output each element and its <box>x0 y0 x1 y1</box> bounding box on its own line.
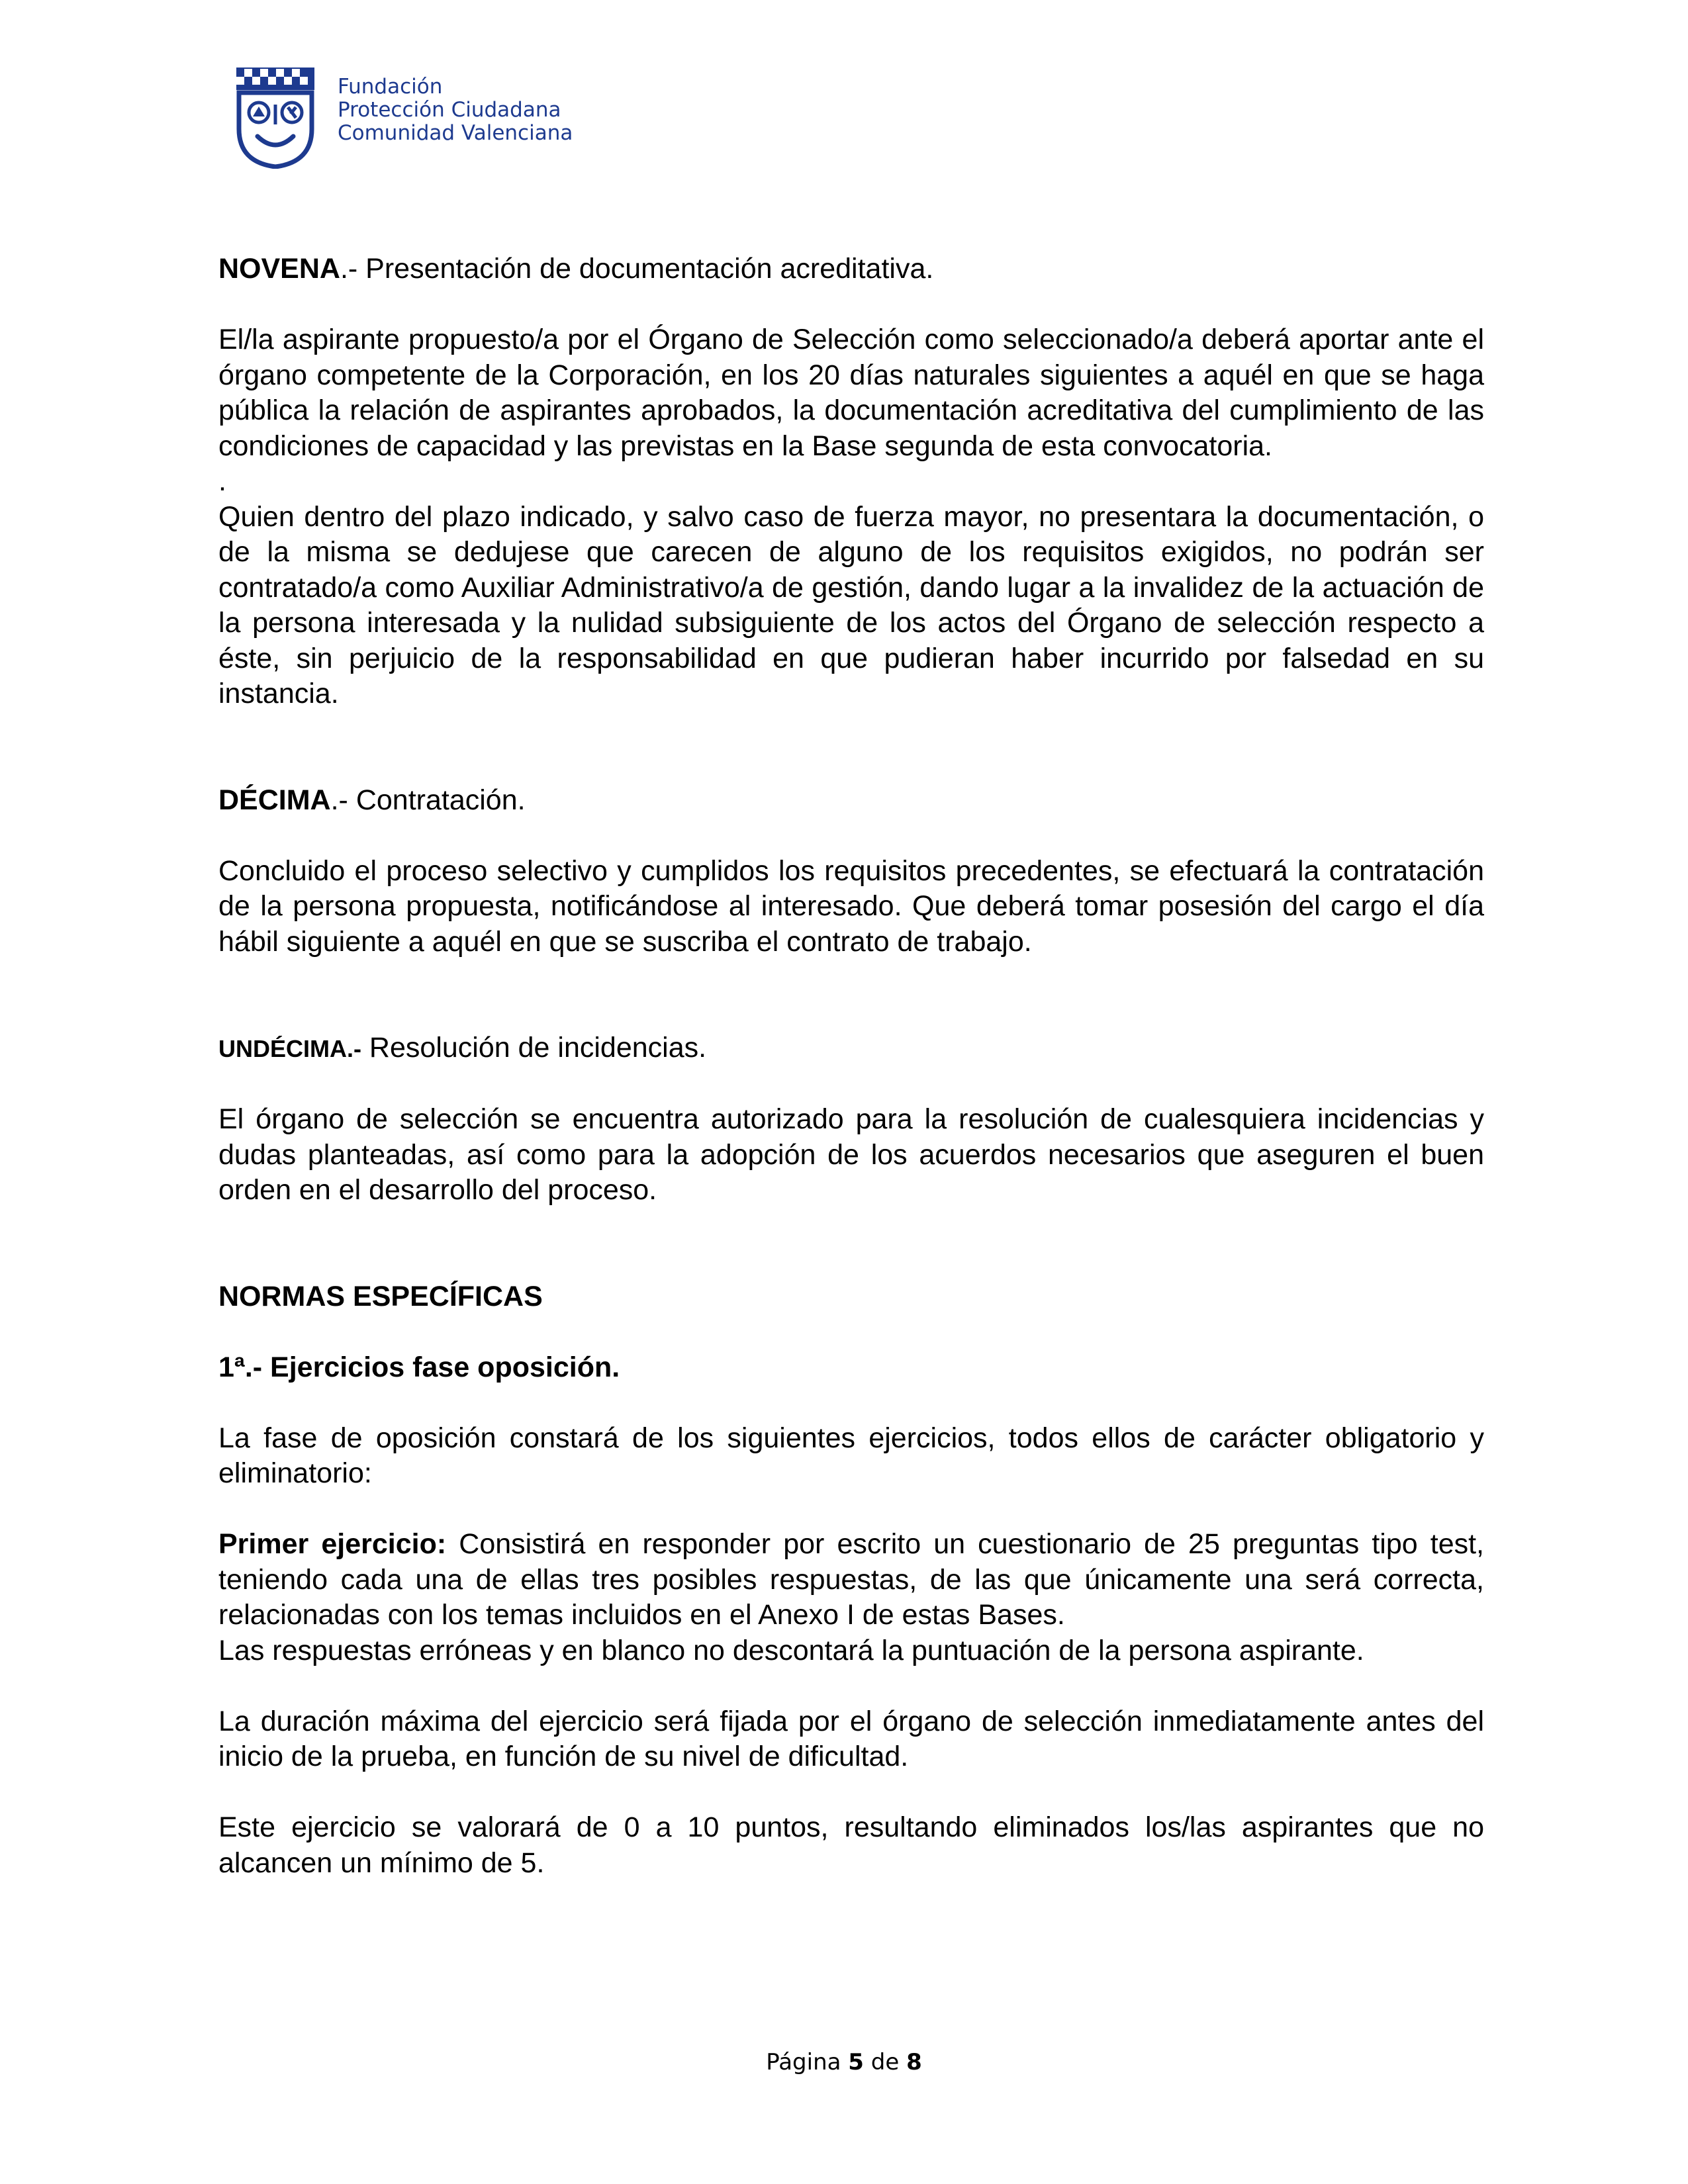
primer-ejercicio-label: Primer ejercicio: <box>218 1528 447 1560</box>
undecima-subtitle: Resolución de incidencias. <box>361 1032 707 1064</box>
primer-ejercicio-text: Consistirá en responder por escrito un cuestionario de 25 preguntas tipo test, teniendo cada una de ellas tres posibles respuestas, de las que únicamente una será correcta, relacionadas con los temas incluidos en el Anexo I de estas Bases. <box>218 1528 1484 1631</box>
novena-heading <box>218 251 1484 287</box>
duracion-paragraph: La duración máxima del ejercicio será fijada por el órgano de selección inmediatamente antes del inicio de la prueba, en función de su nivel de dificultad. <box>218 1705 1484 1772</box>
document-body <box>218 251 1484 1881</box>
undecima-paragraph-1: El órgano de selección se encuentra autorizado para la resolución de cualesquiera incidencias y dudas planteadas, así como para la adopción de los acuerdos necesarios que aseguren el buen orden en el desarrollo del proceso. <box>218 1103 1484 1206</box>
normas-subheading <box>218 1350 1484 1386</box>
decima-subtitle: .- Contratación. <box>330 784 526 816</box>
footer-middle: de <box>863 2049 907 2075</box>
undecima-title: UNDÉCIMA.- <box>218 1035 361 1062</box>
page-footer <box>0 2049 1688 2075</box>
valoracion-paragraph: Este ejercicio se valorará de 0 a 10 puntos, resultando eliminados los/las aspirantes que no alcancen un mínimo de 5. <box>218 1811 1484 1879</box>
decima-heading <box>218 783 1484 819</box>
normas-heading <box>218 1279 1484 1315</box>
footer-current-page: 5 <box>848 2049 864 2075</box>
shield-logo-icon <box>235 66 316 169</box>
normas-title: NORMAS ESPECÍFICAS <box>218 1280 543 1312</box>
logo-line-3: Comunidad Valenciana <box>338 121 573 145</box>
primer-ejercicio-paragraph <box>218 1527 1484 1633</box>
logo-line-1: Fundación <box>338 75 443 99</box>
footer-total-pages: 8 <box>906 2049 922 2075</box>
novena-paragraph-2: Quien dentro del plazo indicado, y salvo caso de fuerza mayor, no presentara la documentación, o de la misma se dedujese que carecen de alguno de los requisitos exigidos, no podrán ser contratado/a como Auxiliar Administrativo/a de gestión, dando lugar a la invalidez de la actuación de la persona interesada y la nulidad subsiguiente de los actos del Órgano de selección respecto a éste, sin perjuicio de la responsabilidad en que pudieran haber incurrido por falsedad en su instancia. <box>218 500 1484 709</box>
novena-title: NOVENA <box>218 253 340 285</box>
logo-text <box>338 75 573 145</box>
novena-dot: . <box>218 465 226 497</box>
novena-paragraph-1: El/la aspirante propuesto/a por el Órgano de Selección como seleccionado/a deberá aportar ante el órgano competente de la Corporación, en los 20 días naturales siguientes a aquél en que se haga pública la relación de aspirantes aprobados, la documentación acreditativa del cumplimiento de las condiciones de capacidad y las previstas en la Base segunda de esta convocatoria. <box>218 324 1484 462</box>
undecima-heading <box>218 1030 1484 1067</box>
footer-prefix: Página <box>766 2049 849 2075</box>
logo-line-2: Protección Ciudadana <box>338 98 561 122</box>
foundation-logo <box>235 66 579 172</box>
respuestas-paragraph: Las respuestas erróneas y en blanco no descontará la puntuación de la persona aspirante. <box>218 1634 1364 1666</box>
novena-subtitle: .- Presentación de documentación acreditativa. <box>340 253 934 285</box>
normas-sub1: 1ª.- Ejercicios fase oposición. <box>218 1351 620 1383</box>
decima-paragraph-1: Concluido el proceso selectivo y cumplidos los requisitos precedentes, se efectuará la contratación de la persona propuesta, notificándose al interesado. Que deberá tomar posesión del cargo el día hábil siguiente a aquél en que se suscriba el contrato de trabajo. <box>218 854 1484 958</box>
normas-intro: La fase de oposición constará de los siguientes ejercicios, todos ellos de carácter obligatorio y eliminatorio: <box>218 1422 1484 1489</box>
decima-title: DÉCIMA <box>218 784 331 816</box>
